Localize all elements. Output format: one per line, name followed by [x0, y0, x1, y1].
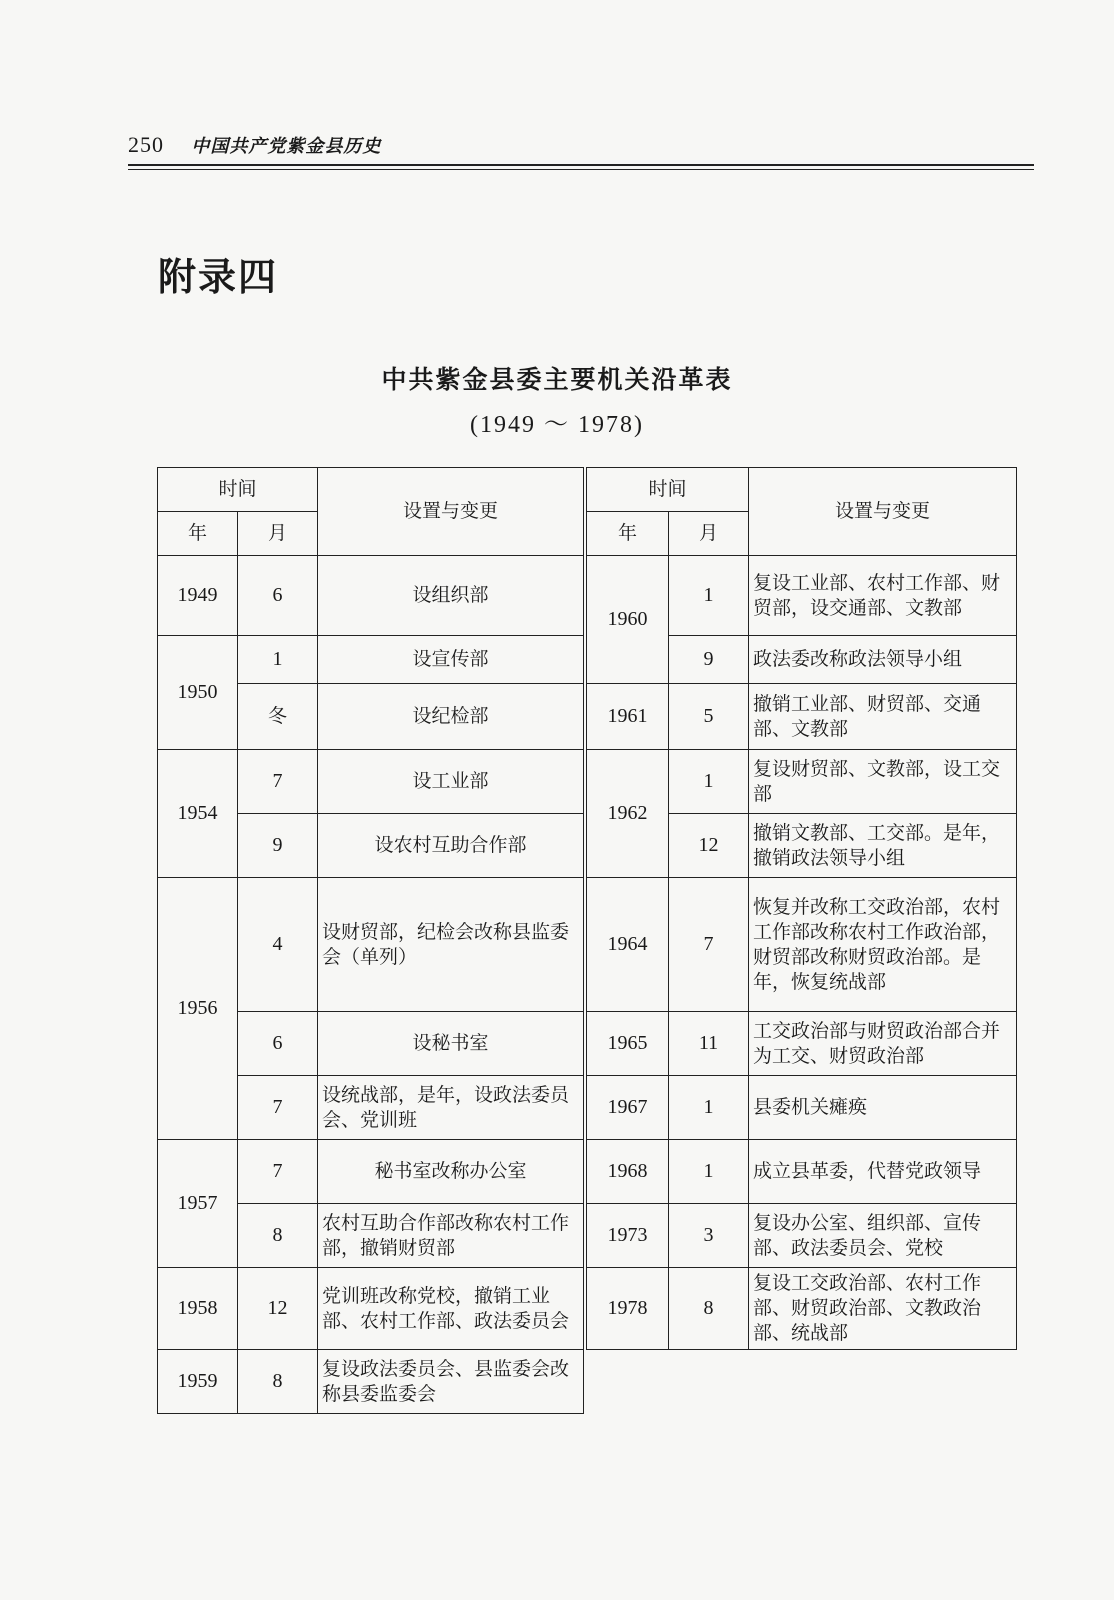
year-cell: 1956: [158, 878, 238, 1140]
month-cell: 8: [238, 1204, 318, 1268]
table-row: [158, 878, 584, 1012]
change-cell: 工交政治部与财贸政治部合并为工交、财贸政治部: [749, 1012, 1017, 1076]
year-cell: 1954: [158, 750, 238, 878]
change-cell: 复设办公室、组织部、宣传部、政法委员会、党校: [749, 1204, 1017, 1268]
table-row: [587, 1140, 1017, 1204]
table-row: [158, 1350, 584, 1414]
change-cell: 撤销文教部、工交部。是年，撤销政法领导小组: [749, 814, 1017, 878]
change-cell: 设工业部: [318, 750, 584, 814]
month-cell: 9: [238, 814, 318, 878]
header-month: 月: [238, 512, 318, 556]
change-cell: 设秘书室: [318, 1012, 584, 1076]
change-cell: 复设工交政治部、农村工作部、财贸政治部、文教政治部、统战部: [749, 1268, 1017, 1350]
table-row: [158, 1140, 584, 1204]
table-row: [587, 556, 1017, 636]
year-cell: 1964: [587, 878, 669, 1012]
page-number: 250: [128, 132, 164, 157]
change-cell: 设组织部: [318, 556, 584, 636]
month-cell: 8: [238, 1350, 318, 1414]
change-cell: 复设财贸部、文教部，设工交部: [749, 750, 1017, 814]
month-cell: 1: [669, 1140, 749, 1204]
book-title: 中国共产党紫金县历史: [191, 136, 382, 157]
table-row: [158, 636, 584, 684]
table-row: [587, 1012, 1017, 1076]
month-cell: 6: [238, 1012, 318, 1076]
table-title: 中共紫金县委主要机关沿革表: [381, 365, 733, 394]
header-rule-thick: [128, 164, 1034, 166]
table-row: [587, 684, 1017, 750]
change-cell: 秘书室改称办公室: [318, 1140, 584, 1204]
change-cell: 复设工业部、农村工作部、财贸部，设交通部、文教部: [749, 556, 1017, 636]
table-row: [158, 1268, 584, 1350]
change-cell: 恢复并改称工交政治部，农村工作部改称农村工作政治部，财贸部改称财贸政治部。是年，恢复统战部: [749, 878, 1017, 1012]
month-cell: 9: [669, 636, 749, 684]
month-cell: 8: [669, 1268, 749, 1350]
month-cell: 11: [669, 1012, 749, 1076]
month-cell: 7: [238, 750, 318, 814]
header-change: 设置与变更: [749, 468, 1017, 556]
header-year: 年: [158, 512, 238, 556]
table-subtitle: (1949 ～ 1978): [470, 412, 644, 438]
year-cell: 1949: [158, 556, 238, 636]
change-cell: 设统战部，是年，设政法委员会、党训班: [318, 1076, 584, 1140]
header-time: 时间: [158, 468, 318, 512]
table-row: [158, 750, 584, 814]
month-cell: 7: [238, 1076, 318, 1140]
year-cell: 1960: [587, 556, 669, 684]
month-cell: 1: [238, 636, 318, 684]
change-cell: 县委机关瘫痪: [749, 1076, 1017, 1140]
month-cell: 12: [238, 1268, 318, 1350]
header-time: 时间: [587, 468, 749, 512]
month-cell: 5: [669, 684, 749, 750]
table-row: [587, 750, 1017, 814]
right-table: [586, 467, 1017, 1350]
change-cell: 成立县革委，代替党政领导: [749, 1140, 1017, 1204]
table-row: [587, 1268, 1017, 1350]
month-cell: 12: [669, 814, 749, 878]
appendix-title: 附录四: [158, 255, 279, 299]
running-head: [128, 132, 1034, 158]
year-cell: 1957: [158, 1140, 238, 1268]
month-cell: 1: [669, 556, 749, 636]
year-cell: 1965: [587, 1012, 669, 1076]
month-cell: 7: [669, 878, 749, 1012]
table-row: [158, 556, 584, 636]
year-cell: 1958: [158, 1268, 238, 1350]
header-rule-thin: [128, 169, 1034, 170]
year-cell: 1978: [587, 1268, 669, 1350]
change-cell: 撤销工业部、财贸部、交通部、文教部: [749, 684, 1017, 750]
change-cell: 设宣传部: [318, 636, 584, 684]
month-cell: 冬: [238, 684, 318, 750]
change-cell: 设农村互助合作部: [318, 814, 584, 878]
month-cell: 7: [238, 1140, 318, 1204]
year-cell: 1962: [587, 750, 669, 878]
table-row: [587, 1076, 1017, 1140]
month-cell: 6: [238, 556, 318, 636]
table-row: [587, 1204, 1017, 1268]
change-cell: 农村互助合作部改称农村工作部，撤销财贸部: [318, 1204, 584, 1268]
year-cell: 1961: [587, 684, 669, 750]
header-year: 年: [587, 512, 669, 556]
year-cell: 1968: [587, 1140, 669, 1204]
year-cell: 1967: [587, 1076, 669, 1140]
change-cell: 设财贸部，纪检会改称县监委会（单列）: [318, 878, 584, 1012]
month-cell: 4: [238, 878, 318, 1012]
month-cell: 3: [669, 1204, 749, 1268]
year-cell: 1959: [158, 1350, 238, 1414]
table-row: [587, 878, 1017, 1012]
header-change: 设置与变更: [318, 468, 584, 556]
header-month: 月: [669, 512, 749, 556]
change-cell: 复设政法委员会、县监委会改称县委监委会: [318, 1350, 584, 1414]
change-cell: 党训班改称党校，撤销工业部、农村工作部、政法委员会: [318, 1268, 584, 1350]
change-cell: 设纪检部: [318, 684, 584, 750]
month-cell: 1: [669, 750, 749, 814]
year-cell: 1973: [587, 1204, 669, 1268]
left-table: [157, 467, 584, 1414]
year-cell: 1950: [158, 636, 238, 750]
month-cell: 1: [669, 1076, 749, 1140]
change-cell: 政法委改称政法领导小组: [749, 636, 1017, 684]
